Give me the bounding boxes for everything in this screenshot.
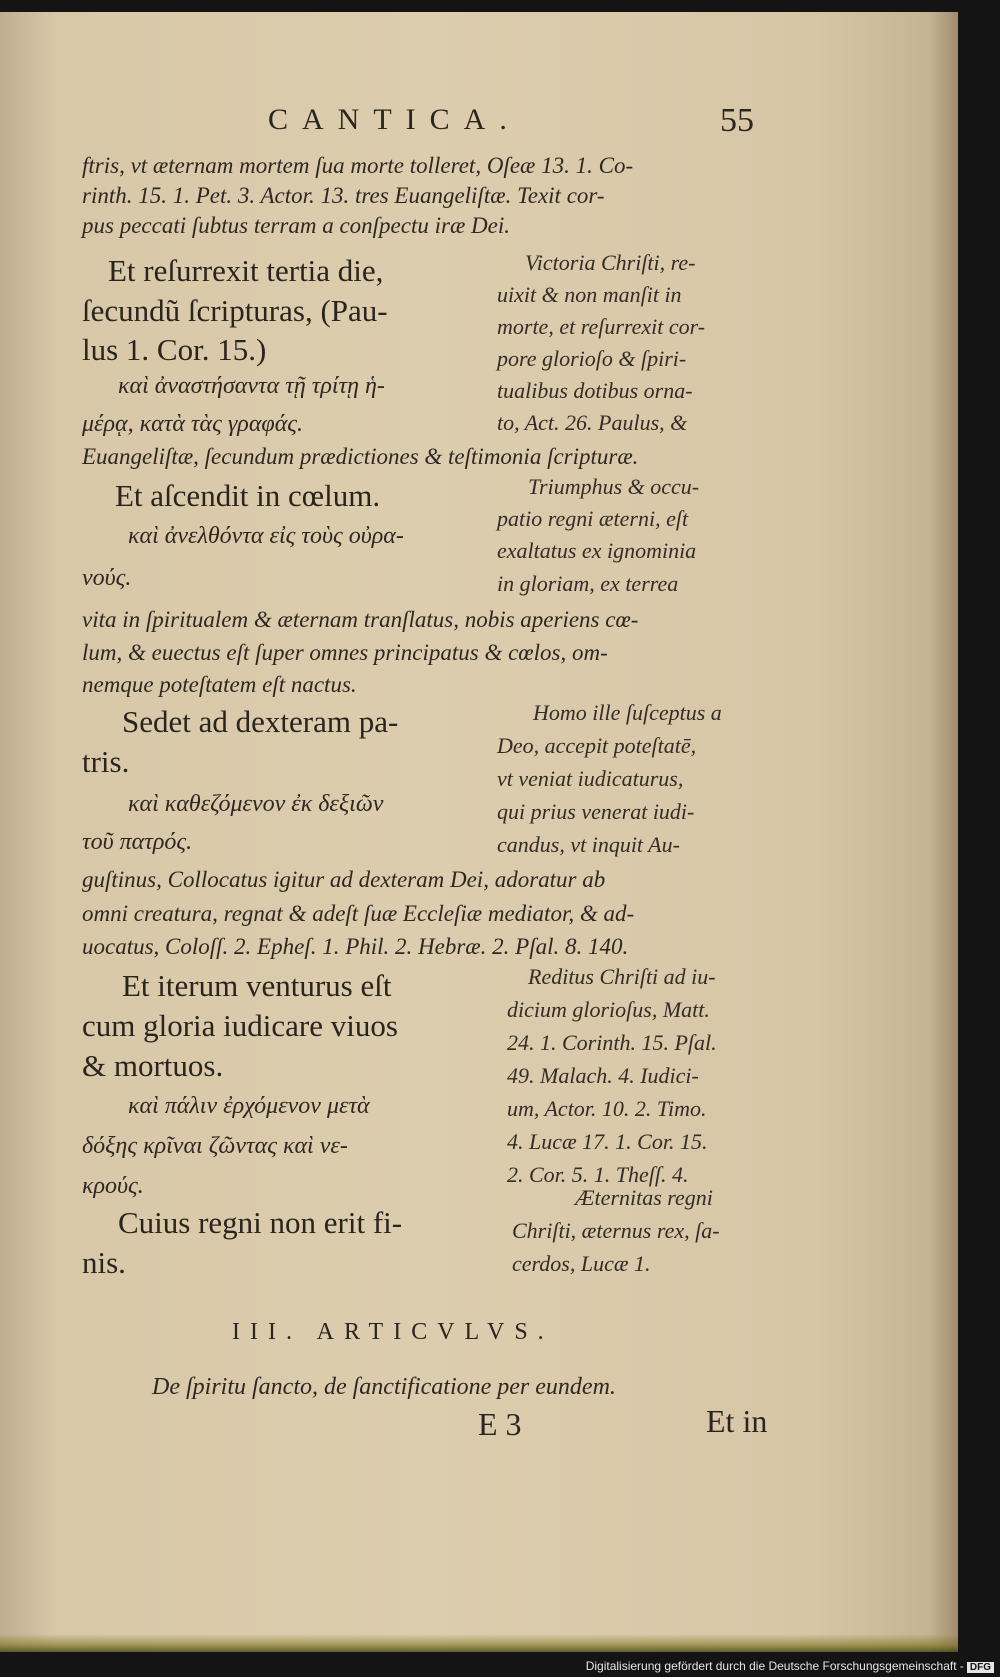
margin-note: exaltatus ex ignominia (497, 538, 697, 563)
greek-line: καὶ ἀναστήσαντα τῇ τρίτῃ ἡ- (118, 373, 385, 399)
creed-line: lus 1. Cor. 15.) (82, 332, 267, 367)
body-line: pus peccati ſubtus terram a conſpectu iræ Dei. (82, 213, 510, 238)
creed-line: Et aſcendit in cœlum. (115, 478, 381, 513)
body-line: ftris, vt æternam mortem ſua morte tolleret, Oſeæ 13. 1. Co- (82, 153, 634, 178)
margin-note: Deo, accepit poteſtatē, (497, 733, 697, 758)
credit-text: Digitalisierung gefördert durch die Deutsche Forschungsgemeinschaft - (585, 1659, 964, 1673)
greek-line: καὶ πάλιν ἐρχόμενον μετὰ (128, 1093, 370, 1119)
margin-note: 24. 1. Corinth. 15. Pſal. (507, 1030, 717, 1055)
signature-mark: E 3 (478, 1406, 522, 1442)
dfg-logo: DFG (967, 1662, 994, 1673)
body-line: rinth. 15. 1. Pet. 3. Actor. 13. tres Euangeliſtæ. Texit cor- (82, 183, 605, 208)
running-head: CANTICA. (268, 103, 521, 136)
margin-note: morte, et reſurrexit cor- (497, 314, 706, 339)
creed-line: Cuius regni non erit fi- (118, 1205, 403, 1240)
margin-note: dicium glorioſus, Matt. (507, 997, 710, 1022)
article-heading: III. ARTICVLVS. (232, 1319, 554, 1345)
margin-note: pore glorioſo & ſpiri- (497, 346, 687, 371)
margin-note: 49. Malach. 4. Iudici- (507, 1063, 699, 1088)
margin-note: in gloriam, ex terrea (497, 571, 679, 596)
margin-note: qui prius venerat iudi- (497, 799, 695, 824)
page-number: 55 (720, 102, 754, 139)
greek-line: νούς. (82, 565, 132, 591)
greek-line: καὶ καθεζόμενον ἐκ δεξιῶν (128, 791, 384, 817)
book-page (0, 12, 958, 1652)
margin-note: Victoria Chriſti, re- (525, 250, 696, 275)
margin-note: Chriſti, æternus rex, ſa- (512, 1218, 720, 1243)
article-subtitle: De ſpiritu ſancto, de ſanctificatione per eundem. (152, 1374, 616, 1400)
margin-note: cerdos, Lucæ 1. (512, 1251, 651, 1276)
margin-note: Æternitas regni (575, 1185, 713, 1210)
body-line: nemque poteſtatem eſt nactus. (82, 672, 357, 697)
margin-note: uixit & non manſit in (497, 282, 682, 307)
digitization-credit (586, 1659, 994, 1673)
body-line: lum, & euectus eſt ſuper omnes principatus & cœlos, om- (82, 640, 608, 665)
body-line: omni creatura, regnat & adeſt ſuæ Eccleſiæ mediator, & ad- (82, 901, 635, 926)
margin-note: 4. Lucæ 17. 1. Cor. 15. (507, 1129, 708, 1154)
catchword: Et in (706, 1403, 768, 1439)
greek-line: δόξης κρῖναι ζῶντας καὶ νε- (82, 1133, 348, 1159)
margin-note: Reditus Chriſti ad iu- (528, 964, 716, 989)
body-line: vita in ſpiritualem & æternam tranſlatus, nobis aperiens cœ- (82, 607, 639, 632)
margin-note: um, Actor. 10. 2. Timo. (507, 1096, 707, 1121)
greek-line: μέρᾳ, κατὰ τὰς γραφάς. (82, 411, 304, 437)
greek-line: τοῦ πατρός. (82, 829, 193, 855)
creed-line: cum gloria iudicare viuos (82, 1008, 398, 1043)
margin-note: patio regni æterni, eſt (497, 506, 689, 531)
creed-line: tris. (82, 744, 130, 779)
margin-note: vt veniat iudicaturus, (497, 766, 684, 791)
creed-line: nis. (82, 1245, 126, 1280)
creed-line: & mortuos. (82, 1048, 224, 1083)
creed-line: Et reſurrexit tertia die, (108, 253, 384, 288)
creed-line: Sedet ad dexteram pa- (122, 704, 399, 739)
body-line: Euangeliſtæ, ſecundum prædictiones & teſtimonia ſcripturæ. (82, 444, 639, 469)
creed-line: ſecundũ ſcripturas, (Pau- (82, 293, 388, 328)
body-line: guſtinus, Collocatus igitur ad dexteram Dei, adoratur ab (82, 867, 606, 892)
margin-note: 2. Cor. 5. 1. Theſſ. 4. (507, 1162, 689, 1187)
body-line: uocatus, Coloſſ. 2. Epheſ. 1. Phil. 2. Hebræ. 2. Pſal. 8. 140. (82, 934, 629, 959)
creed-line: Et iterum venturus eſt (122, 968, 392, 1003)
margin-note: candus, vt inquit Au- (497, 832, 680, 857)
greek-line: καὶ ἀνελθόντα εἰς τοὺς οὐρα- (128, 523, 404, 549)
page-stain (0, 1634, 958, 1652)
margin-note: Homo ille ſuſceptus a (533, 700, 722, 725)
greek-line: κρούς. (82, 1173, 144, 1199)
margin-note: tualibus dotibus orna- (497, 378, 693, 403)
margin-note: Triumphus & occu- (528, 474, 700, 499)
margin-note: to, Act. 26. Paulus, & (497, 410, 688, 435)
